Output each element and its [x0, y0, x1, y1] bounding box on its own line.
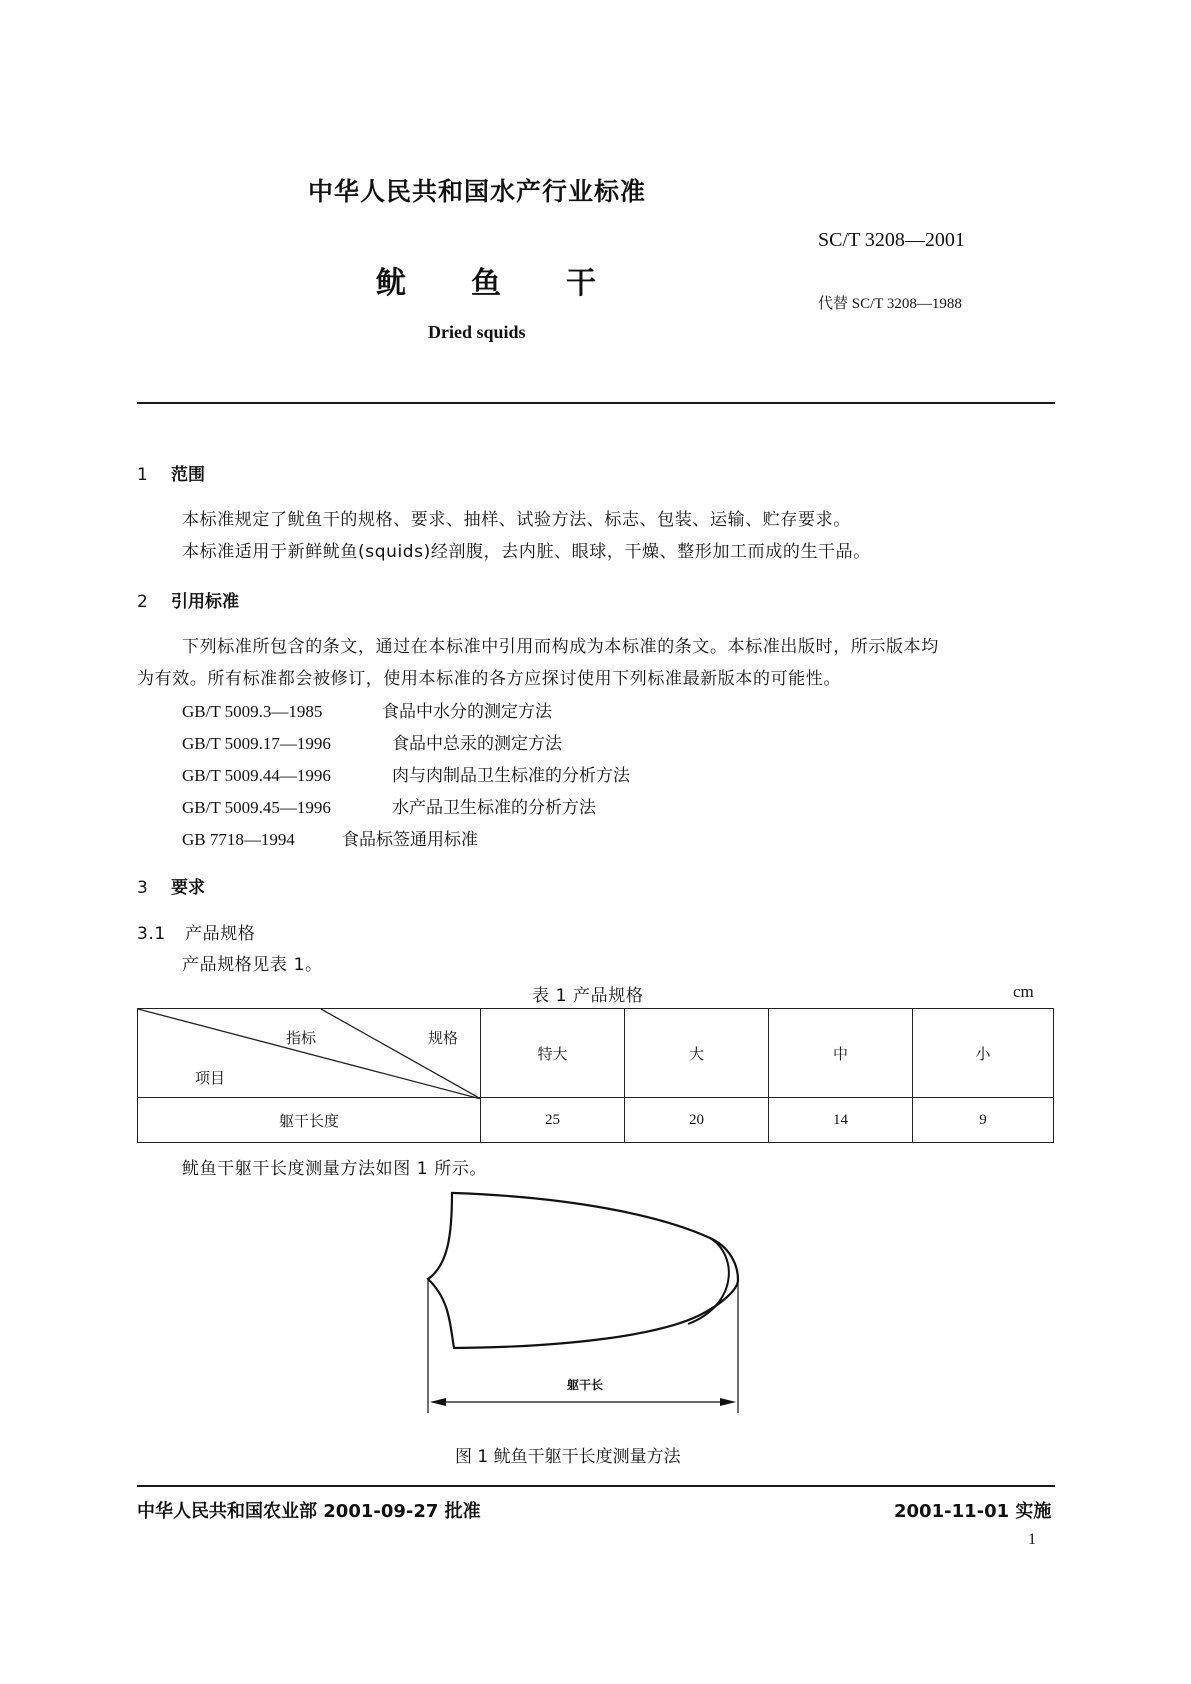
subsection-title: 产品规格	[185, 924, 256, 944]
column-header: 小	[913, 1009, 1054, 1098]
reference-code: GB/T 5009.44—1996	[182, 766, 331, 785]
effective-date: 2001-11-01 实施	[894, 1501, 1052, 1522]
section-number: 3	[137, 878, 148, 898]
reference-item	[182, 825, 478, 850]
reference-code: GB/T 5009.3—1985	[182, 702, 323, 721]
title-char: 干	[566, 266, 596, 301]
title-char: 鱿	[376, 266, 406, 301]
corner-label-item: 项目	[195, 1069, 226, 1087]
corner-label-spec: 规格	[428, 1029, 459, 1047]
reference-item	[182, 697, 552, 722]
row-label: 躯干长度	[138, 1098, 481, 1143]
figure-intro: 鱿鱼干躯干长度测量方法如图 1 所示。	[182, 1159, 488, 1179]
product-spec-table	[137, 1008, 1054, 1143]
section-number: 1	[137, 465, 148, 485]
english-title: Dried squids	[428, 322, 526, 342]
page-number: 1	[1028, 1531, 1036, 1548]
reference-title: 肉与肉制品卫生标准的分析方法	[392, 766, 630, 786]
reference-code: GB/T 5009.45—1996	[182, 798, 331, 817]
paragraph: 本标准规定了鱿鱼干的规格、要求、抽样、试验方法、标志、包装、运输、贮存要求。	[182, 510, 851, 530]
document-title	[376, 258, 661, 302]
table-cell: 9	[913, 1098, 1054, 1143]
reference-item	[182, 793, 596, 818]
column-header: 特大	[481, 1009, 625, 1098]
dimension-label: 躯干长	[567, 1378, 604, 1392]
reference-title: 食品中总汞的测定方法	[392, 734, 562, 754]
diagonal-lines	[138, 1009, 481, 1099]
subsection-3-1-heading	[137, 919, 255, 944]
table-unit: cm	[1013, 982, 1034, 1001]
section-1-heading	[137, 460, 205, 485]
standard-type-heading: 中华人民共和国水产行业标准	[308, 177, 647, 206]
figure-caption: 图 1 鱿鱼干躯干长度测量方法	[455, 1447, 681, 1467]
paragraph: 本标准适用于新鲜鱿鱼(squids)经剖腹，去内脏、眼球，干燥、整形加工而成的生干品。	[182, 542, 871, 562]
table-cell: 25	[481, 1098, 625, 1143]
paragraph: 下列标准所包含的条文，通过在本标准中引用而构成为本标准的条文。本标准出版时，所示版本均	[182, 637, 939, 657]
table-row	[138, 1098, 1054, 1143]
table-caption: 表 1 产品规格	[532, 986, 644, 1006]
standard-code: SC/T 3208—2001	[818, 229, 965, 251]
section-3-heading	[137, 873, 205, 898]
paragraph: 产品规格见表 1。	[182, 955, 323, 975]
reference-title: 食品标签通用标准	[342, 830, 478, 850]
section-title: 引用标准	[171, 592, 239, 612]
reference-code: GB 7718—1994	[182, 830, 295, 849]
reference-title: 食品中水分的测定方法	[382, 702, 552, 722]
paragraph: 为有效。所有标准都会被修订，使用本标准的各方应探讨使用下列标准最新版本的可能性。	[137, 669, 841, 689]
section-number: 2	[137, 592, 148, 612]
section-title: 范围	[171, 465, 205, 485]
section-2-heading	[137, 587, 239, 612]
reference-item	[182, 761, 630, 786]
column-header: 中	[769, 1009, 913, 1098]
approval-note: 中华人民共和国农业部 2001-09-27 批准	[137, 1501, 481, 1522]
reference-item	[182, 729, 562, 754]
table-cell: 14	[769, 1098, 913, 1143]
header-rule	[137, 402, 1055, 404]
section-title: 要求	[171, 878, 205, 898]
column-header: 大	[625, 1009, 769, 1098]
footer-rule	[137, 1485, 1055, 1487]
reference-title: 水产品卫生标准的分析方法	[392, 798, 596, 818]
title-char: 鱼	[471, 266, 501, 301]
reference-code: GB/T 5009.17—1996	[182, 734, 331, 753]
diagonal-header-cell	[138, 1009, 481, 1098]
table-header-row	[138, 1009, 1054, 1098]
squid-measurement-figure	[420, 1185, 780, 1419]
subsection-number: 3.1	[137, 924, 166, 944]
replaces-note: 代替 SC/T 3208—1988	[818, 296, 962, 312]
corner-label-indicator: 指标	[286, 1029, 317, 1047]
table-cell: 20	[625, 1098, 769, 1143]
